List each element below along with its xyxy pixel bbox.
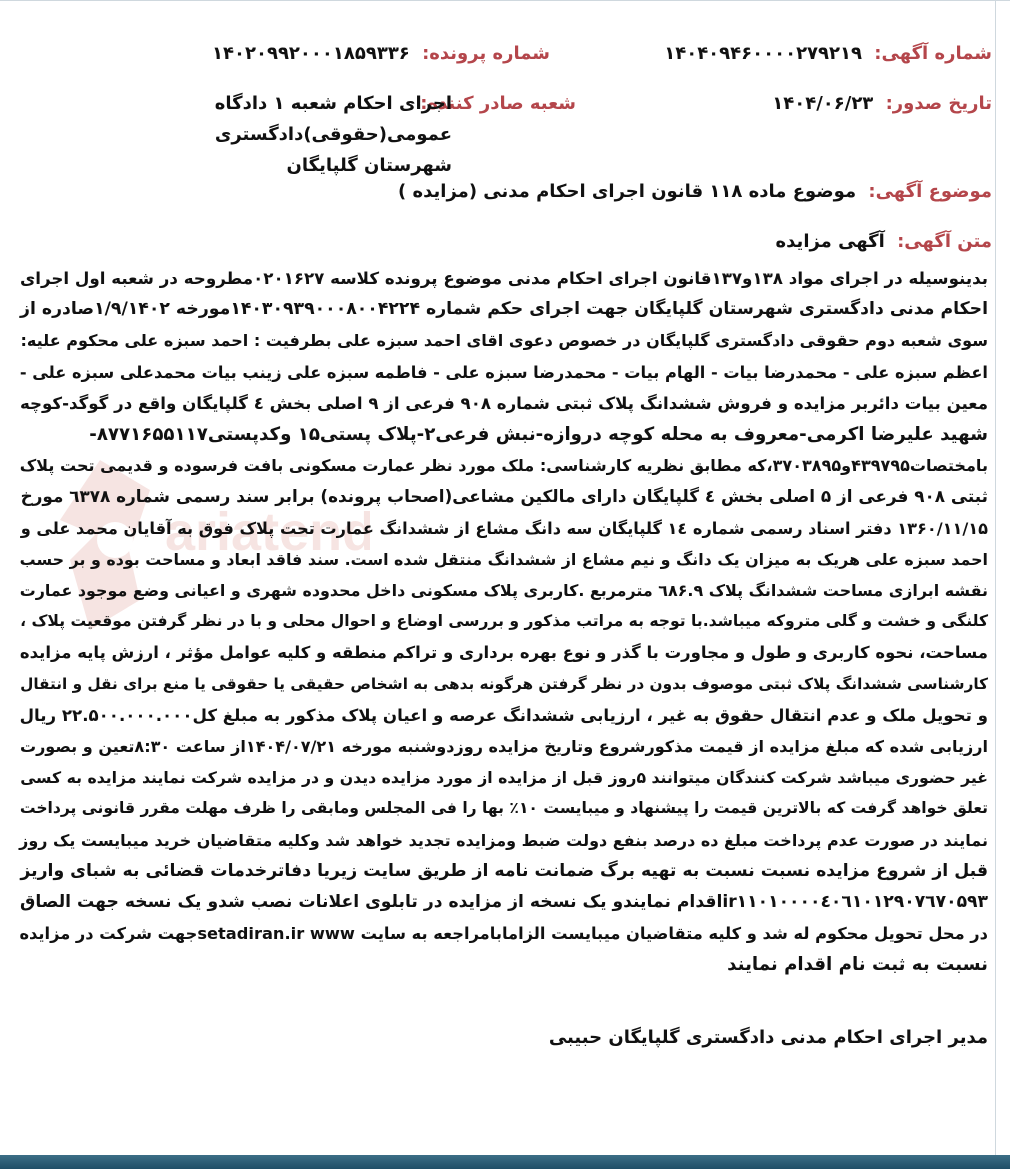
notice-number bbox=[664, 43, 992, 64]
branch-value bbox=[0, 88, 452, 181]
body-line: احکام مدنی دادگستری شهرستان گلپایگان جهت اجرای حکم شماره ۱۴۰۳۰۹۳۹۰۰۰۸۰۰۴۲۲۴مورخه ۱/۹/۱۴۰۲صادره از bbox=[20, 299, 988, 320]
body-line: تعلق خواهد گرفت که بالاترین قیمت را پیشنهاد و میبایست ۱۰٪ بها را فی المجلس ومابقی را ظرف مهلت مقرر قانونی پرداخت bbox=[19, 799, 988, 818]
subject-label: موضوع آگهی: bbox=[868, 181, 992, 202]
signature: مدیر اجرای احکام مدنی دادگستری گلپایگان حبیبی bbox=[548, 1027, 988, 1048]
body-line: معین بیات دائربر مزایده و فروش ششدانگ پلاک ثبتی شماره ۹۰۸ فرعی از ۹ اصلی بخش ٤ گلپایگان واقع در گوگد-کوچه bbox=[19, 393, 988, 413]
watermark-text: ariatend bbox=[165, 502, 370, 562]
issue-date-label: تاریخ صدور: bbox=[885, 93, 992, 114]
body-line: مساحت، نحوه کاربری و طول و مجاورت با گذر و نوع بهره برداری و تراکم منطقه و کلیه عوامل مؤثر ، ارزش پایه مزایده bbox=[19, 643, 988, 663]
body-line: ثبتی ۹۰۸ فرعی از ۵ اصلی بخش ٤ گلپایگان دارای مالکین مشاعی(اصحاب پرونده) برابر سند رسمی شماره ٦۳۷۸ مورخ bbox=[20, 486, 988, 507]
file-number-value: ۱۴۰۲۰۹۹۲۰۰۰۱۸۵۹۳۳۶ bbox=[212, 43, 410, 64]
issue-date bbox=[772, 93, 992, 114]
notice-number-value: ۱۴۰۴۰۹۴۶۰۰۰۰۲۷۹۲۱۹ bbox=[664, 43, 862, 64]
body-line: ir۱۱۰۱۰۰۰۰٤۰٦۱۰۱۲۹۰۷٦۷۰۵۹۳اقدام نمایندو یک نسخه از مزایده در تابلوی اعلانات نصب شدو یک نسخه جهت الصاق bbox=[20, 892, 988, 913]
branch-line-2: شهرستان گلپایگان bbox=[286, 155, 452, 176]
body-line: نمایند در صورت عدم پرداخت مبلغ ده درصد بنفع دولت ضبط ومزایده تجدید خواهد شد وکلیه متقاضیان خرید میبایست یک روز bbox=[19, 830, 988, 850]
notice-body bbox=[20, 263, 988, 981]
notice-text-heading bbox=[776, 231, 992, 252]
body-line: سوی شعبه دوم حقوقی دادگستری گلپایگان در خصوص دعوی اقای احمد سبزه علی بطرفیت : احمد سبزه علی محکوم علیه: bbox=[20, 331, 988, 351]
file-number bbox=[212, 43, 550, 64]
body-line: ارزیابی شده که مبلغ مزایده از قیمت مذکورشروع وتاریخ مزایده روزدوشنبه مورخه ۱۴۰۴/۰۷/۲۱از ساعت ۸:۳۰تعین و بصورت bbox=[19, 737, 988, 757]
body-line: بامختصات۴۳۹۷۹۵و۳۷۰۳۸۹۵،که مطابق نظریه کارشناسی: ملک مورد نظر عمارت مسکونی بافت فرسوده و قدیمی تحت پلاک bbox=[19, 456, 988, 476]
issue-date-value: ۱۴۰۴/۰۶/۲۳ bbox=[772, 93, 874, 114]
branch-line-1: اجرای احکام شعبه ۱ دادگاه عمومی(حقوقی)دادگستری bbox=[214, 93, 452, 145]
body-line: نسبت به ثبت نام اقدام نمایند bbox=[727, 954, 988, 976]
text-title: آگهی مزایده bbox=[775, 231, 885, 252]
body-line: قبل از شروع مزایده نسبت نسبت به تهیه برگ ضمانت نامه از طریق سایت زیریا دفاترخدمات قضائی به شبای واریز bbox=[20, 860, 988, 881]
branch-label: شعبه صادر کننده: bbox=[420, 93, 576, 114]
body-line: غیر حضوری میباشد شرکت کنندگان میتوانند ۵روز قبل از مزایده از مورد مزایده دیدن و در مزایده شرکت نمایند مزایده به کسی bbox=[20, 768, 988, 788]
text-label: متن آگهی: bbox=[897, 231, 992, 252]
body-line: در محل تحویل محکوم له شد و کلیه متقاضیان میبایست الزامابامراجعه به سایت setadiran.ir wwwجهت شرکت در مزایده bbox=[19, 924, 988, 944]
body-line: کلنگی و خشت و گلی متروکه میباشد.با توجه به مراتب مذکور و بررسی اوضاع و احوال محلی و با در نظر گرفتن موقعیت پلاک ، bbox=[20, 612, 988, 631]
body-line: و تحویل ملک و عدم انتقال حقوق به غیر ، ارزیابی ششدانگ عرصه و اعیان پلاک مذکور به مبلغ کل۲۲.۵۰۰.۰۰۰.۰۰۰ ریال bbox=[19, 705, 988, 725]
frame-right bbox=[995, 0, 1010, 1155]
subject-value: موضوع ماده ۱۱۸ قانون اجرای احکام مدنی (مزایده ) bbox=[398, 181, 857, 202]
bottom-bar bbox=[0, 1155, 1010, 1169]
body-line: اعظم سبزه علی - محمدرضا بیات - الهام بیات - محمدرضا سبزه علی - فاطمه سبزه علی زینب بیات محمدعلی سبزه علی - bbox=[19, 362, 988, 382]
frame-top bbox=[0, 0, 1010, 11]
body-line: شهید علیرضا اکرمی-معروف به محله کوچه دروازه-نبش فرعی۲-پلاک پستی۱۵ وکدپستی۸۷۷۱۶۵۵۱۱۷- bbox=[89, 424, 988, 446]
subject bbox=[398, 181, 992, 202]
body-line: ۱۳۶۰/۱۱/۱۵ دفتر اسناد رسمی شماره ۱٤ گلپایگان سه دانگ مشاع از ششدانگ عمارت تحت پلاک فوق به آقایان محمد علی و bbox=[20, 518, 988, 538]
file-number-label: شماره پرونده: bbox=[422, 43, 550, 64]
body-line: کارشناسی ششدانگ پلاک ثبتی موصوف بدون در نظر گرفتن هرگونه بدهی به اشخاص حقیقی یا حقوقی یا منع برای نقل و انتقال bbox=[20, 674, 988, 693]
notice-number-label: شماره آگهی: bbox=[874, 43, 992, 64]
body-line: احمد سبزه علی هریک به میزان یک دانگ و نیم مشاع از ششدانگ منتقل شده است. سند فاقد ابعاد و مساحت بوده و بر حسب bbox=[19, 549, 988, 569]
body-line: نقشه ابرازی مساحت ششدانگ پلاک ٦۸۶.۹ مترمربع .کاربری پلاک مسکونی داخل محدوده شهری و اعیانی وضع موجود عمارت bbox=[19, 581, 988, 601]
body-line: بدینوسیله در اجرای مواد ۱۳۸و۱۳۷قانون اجرای احکام مدنی موضوع پرونده کلاسه ۰۲۰۱۶۲۷مطروحه در شعبه اول اجرای bbox=[19, 269, 988, 288]
